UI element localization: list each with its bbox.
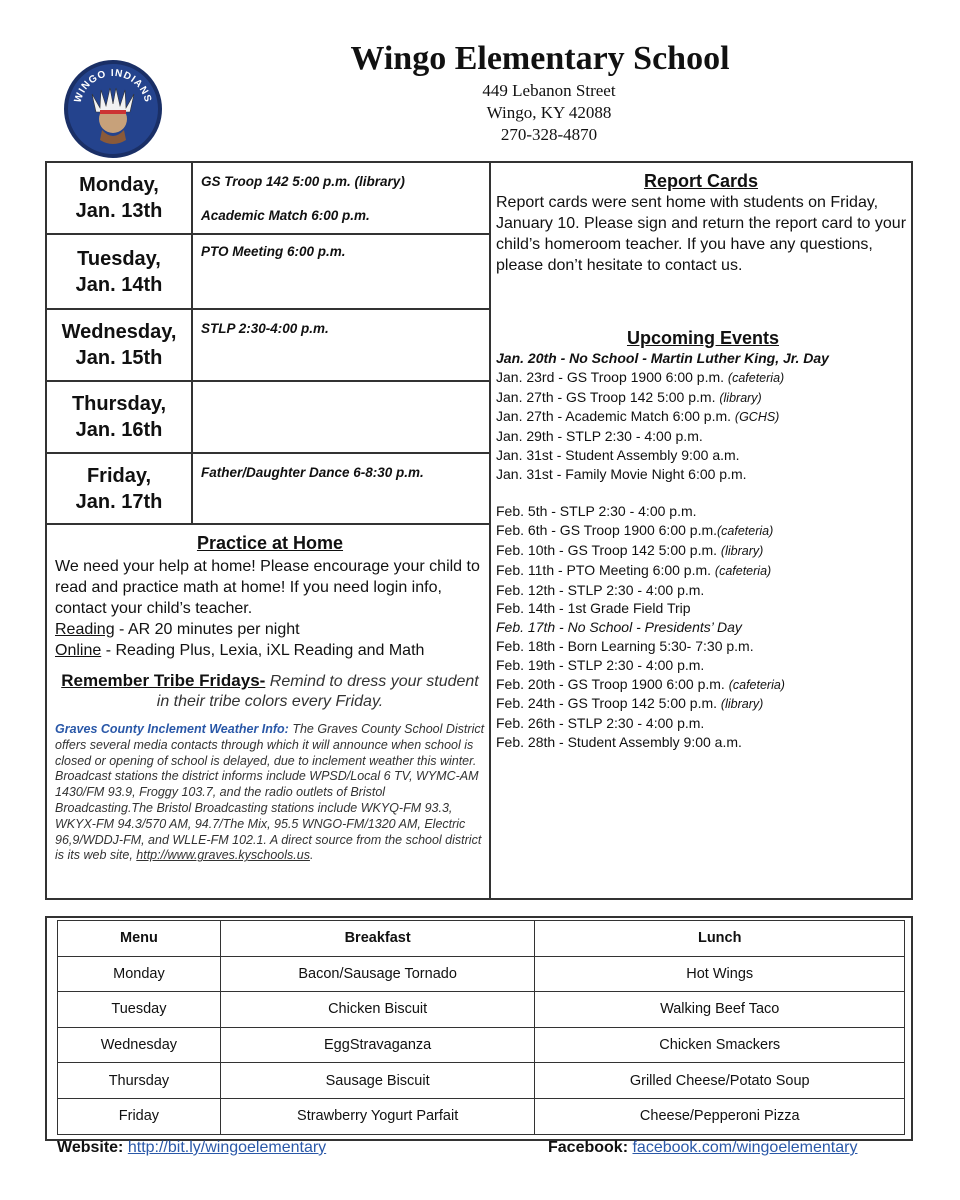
day-row-friday xyxy=(47,454,489,525)
event-item xyxy=(496,388,910,408)
day-name: Wednesday, xyxy=(61,321,177,343)
event-text: Jan. 29th - STLP 2:30 - 4:00 p.m. xyxy=(496,428,703,445)
menu-cell: Tuesday xyxy=(58,992,221,1028)
event-text: Feb. 28th - Student Assembly 9:00 a.m. xyxy=(496,733,742,750)
event-item xyxy=(496,656,910,675)
school-address xyxy=(384,80,714,146)
event: GS Troop 142 5:00 p.m. (library) xyxy=(201,174,405,189)
day-date: Jan. 17th xyxy=(75,490,163,513)
event-location: (cafeteria) xyxy=(727,370,785,385)
event-text: Feb. 18th - Born Learning 5:30- 7:30 p.m. xyxy=(496,637,754,654)
day-label xyxy=(47,310,193,380)
facebook-label: Facebook: xyxy=(548,1139,629,1156)
menu-table xyxy=(57,920,905,1135)
day-label xyxy=(47,454,193,523)
report-text: Report cards were sent home with students on Friday, January 10. Please sign and return the report card to your child’s homeroom teacher. If you have any questions, please don’t hesitate to contact us. xyxy=(496,194,907,274)
weather-end: . xyxy=(309,848,314,863)
jan-events xyxy=(496,349,910,484)
event-item xyxy=(496,502,910,521)
event-location: (cafeteria) xyxy=(714,563,772,578)
event-item xyxy=(496,465,910,484)
events-title: Upcoming Events xyxy=(626,328,780,348)
report-title: Report Cards xyxy=(643,171,759,191)
school-name: Wingo Elementary School xyxy=(350,40,730,77)
tribe-fridays xyxy=(55,671,485,712)
menu-row xyxy=(58,1027,905,1063)
day-label xyxy=(47,382,193,452)
logo-text: WINGO INDIANS xyxy=(72,67,154,105)
day-date: Jan. 15th xyxy=(75,347,163,369)
event-item xyxy=(496,637,910,656)
tribe-text: Remind to dress your student in their tribe colors every Friday. xyxy=(156,673,479,710)
online-label: Online xyxy=(55,642,102,659)
practice-at-home xyxy=(55,533,485,661)
event-item xyxy=(496,521,910,541)
report-cards xyxy=(496,171,906,276)
weather-title: Graves County Inclement Weather Info: xyxy=(55,722,289,736)
menu-cell: Bacon/Sausage Tornado xyxy=(220,956,535,992)
menu-cell: Walking Beef Taco xyxy=(535,992,905,1028)
menu-cell: Cheese/Pepperoni Pizza xyxy=(535,1098,905,1134)
event: PTO Meeting 6:00 p.m. xyxy=(201,244,346,259)
lunch-menu xyxy=(45,916,913,1141)
event-item xyxy=(496,368,910,388)
event-item xyxy=(496,733,910,752)
event-text: Jan. 31st - Family Movie Night 6:00 p.m. xyxy=(496,465,747,482)
event-text: Feb. 14th - 1st Grade Field Trip xyxy=(496,600,691,617)
newsletter-body xyxy=(45,161,913,900)
weather-text: The Graves County School District offers several media contacts through which it will announce when school is closed or opening of school is delayed, due to inclement weather this winter. Broadcast stations the district informs include WPSD/Local 6 TV, WYMC-AM 1430/FM 93.9, Froggy 103.7, and the radio outlets of Bristol Broadcasting.The Bristol Broadcasting stations include WKYQ-FM 93.3, WKYX-FM 94.3/570 AM, 94.7/The Mix, 95.5 WNGO-FM/1320 AM, Electric 96,9/WDDJ-FM, and WLLE-FM 102.1. A direct source from the school district is its web site, xyxy=(55,722,485,863)
menu-cell: Hot Wings xyxy=(535,956,905,992)
practice-title: Practice at Home xyxy=(196,533,344,553)
event-text: Feb. 26th - STLP 2:30 - 4:00 p.m. xyxy=(496,715,705,732)
event-item xyxy=(496,427,910,446)
weather-info xyxy=(55,722,485,864)
day-name: Friday, xyxy=(86,464,152,487)
event-item xyxy=(496,561,910,581)
menu-row xyxy=(58,1063,905,1099)
website-footer xyxy=(57,1139,326,1157)
event-text: Feb. 5th - STLP 2:30 - 4:00 p.m. xyxy=(496,503,697,520)
district-website-link[interactable]: http://www.graves.kyschools.us xyxy=(136,848,310,863)
event-location: (cafeteria) xyxy=(717,524,774,539)
menu-row xyxy=(58,1098,905,1134)
phone: 270-328-4870 xyxy=(500,125,598,144)
menu-header: Lunch xyxy=(535,921,905,957)
event-item xyxy=(496,349,910,368)
facebook-footer xyxy=(548,1139,857,1157)
event-text: Jan. 23rd - GS Troop 1900 6:00 p.m. xyxy=(496,368,728,385)
day-events xyxy=(201,173,483,241)
day-row-thursday xyxy=(47,382,489,454)
event-text: Feb. 19th - STLP 2:30 - 4:00 p.m. xyxy=(496,656,705,673)
event-item xyxy=(496,541,910,561)
facebook-link[interactable]: facebook.com/wingoelementary xyxy=(632,1139,858,1156)
menu-cell: Thursday xyxy=(58,1063,221,1099)
day-events xyxy=(201,320,483,354)
reading-label: Reading xyxy=(55,621,115,638)
event-text: Feb. 11th - PTO Meeting 6:00 p.m. xyxy=(496,561,715,578)
menu-cell: Chicken Smackers xyxy=(535,1027,905,1063)
event-text: Jan. 20th - No School - Martin Luther King, Jr. Day xyxy=(496,350,829,366)
day-date: Jan. 16th xyxy=(75,419,163,441)
event-item xyxy=(496,714,910,733)
day-name: Tuesday, xyxy=(77,247,161,270)
event-location: (library) xyxy=(720,697,764,712)
event-item xyxy=(496,407,910,427)
practice-body xyxy=(55,556,485,661)
event-location: (GCHS) xyxy=(734,410,780,425)
event: Academic Match 6:00 p.m. xyxy=(201,208,370,223)
event-text: Feb. 12th - STLP 2:30 - 4:00 p.m. xyxy=(496,581,705,598)
event-text: Jan. 27th - Academic Match 6:00 p.m. xyxy=(496,408,735,425)
event-item xyxy=(496,618,910,637)
practice-text: We need your help at home! Please encourage your child to read and practice math at home! If you need login info, contact your child’s teacher. xyxy=(55,558,480,617)
event: STLP 2:30-4:00 p.m. xyxy=(201,321,329,336)
menu-header: Breakfast xyxy=(220,921,535,957)
day-events xyxy=(201,464,483,498)
day-row-wednesday xyxy=(47,310,489,382)
day-date: Jan. 13th xyxy=(75,200,163,222)
day-events xyxy=(201,243,483,277)
event-location: (library) xyxy=(719,390,762,405)
event-item xyxy=(496,599,910,618)
column-divider xyxy=(489,163,491,898)
upcoming-events xyxy=(496,328,910,752)
day-label xyxy=(47,163,193,233)
city: Wingo, KY 42088 xyxy=(486,103,612,122)
day-label xyxy=(47,235,193,308)
day-name: Thursday, xyxy=(71,393,167,415)
menu-cell: EggStravaganza xyxy=(220,1027,535,1063)
menu-cell: Monday xyxy=(58,956,221,992)
day-date: Jan. 14th xyxy=(75,273,163,296)
menu-cell: Sausage Biscuit xyxy=(220,1063,535,1099)
weekly-calendar xyxy=(47,163,489,523)
day-name: Monday, xyxy=(79,174,159,196)
event: Father/Daughter Dance 6-8:30 p.m. xyxy=(201,465,424,480)
event-location: (library) xyxy=(720,543,764,558)
menu-cell: Strawberry Yogurt Parfait xyxy=(220,1098,535,1134)
event-text: Feb. 6th - GS Troop 1900 6:00 p.m. xyxy=(496,522,718,539)
menu-row xyxy=(58,956,905,992)
event-item xyxy=(496,581,910,600)
event-item xyxy=(496,675,910,695)
menu-cell: Wednesday xyxy=(58,1027,221,1063)
website-label: Website: xyxy=(57,1139,124,1156)
menu-cell: Chicken Biscuit xyxy=(220,992,535,1028)
menu-cell: Grilled Cheese/Potato Soup xyxy=(535,1063,905,1099)
event-text: Feb. 24th - GS Troop 142 5:00 p.m. xyxy=(496,695,721,712)
menu-cell: Friday xyxy=(58,1098,221,1134)
event-location: (cafeteria) xyxy=(728,677,785,692)
event-text: Feb. 10th - GS Troop 142 5:00 p.m. xyxy=(496,541,721,558)
day-row-monday xyxy=(47,163,489,235)
menu-row xyxy=(58,992,905,1028)
online-text: - Reading Plus, Lexia, iXL Reading and Math xyxy=(101,642,425,659)
event-text: Feb. 17th - No School - Presidents’ Day xyxy=(496,619,742,636)
feb-events xyxy=(496,502,910,751)
event-item xyxy=(496,446,910,465)
event-item xyxy=(496,694,910,714)
website-link[interactable]: http://bit.ly/wingoelementary xyxy=(127,1139,327,1156)
day-row-tuesday xyxy=(47,235,489,310)
menu-header-row xyxy=(58,921,905,957)
reading-text: - AR 20 minutes per night xyxy=(114,621,300,638)
event-text: Feb. 20th - GS Troop 1900 6:00 p.m. xyxy=(496,675,729,692)
event-text: Jan. 27th - GS Troop 142 5:00 p.m. xyxy=(496,388,720,405)
street: 449 Lebanon Street xyxy=(482,81,616,100)
tribe-title: Remember Tribe Fridays- xyxy=(61,671,266,690)
menu-header: Menu xyxy=(58,921,221,957)
event-text: Jan. 31st - Student Assembly 9:00 a.m. xyxy=(496,446,740,463)
